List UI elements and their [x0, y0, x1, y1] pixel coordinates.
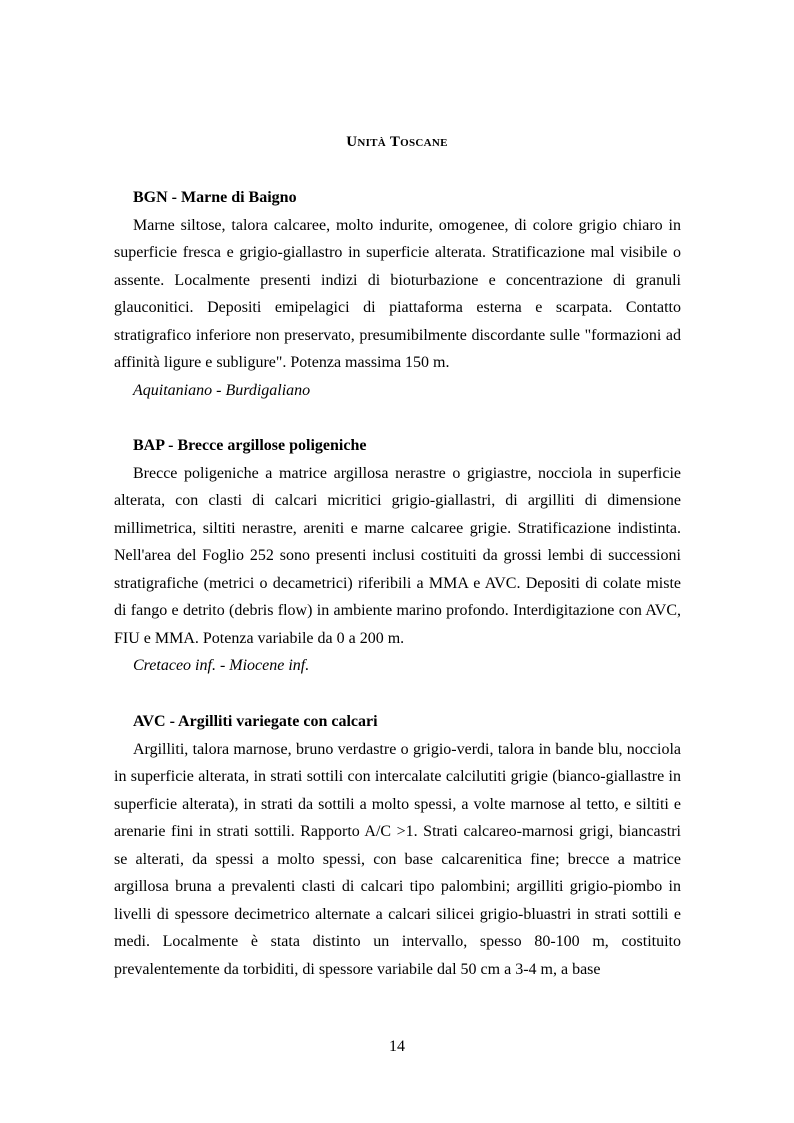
- unit-heading: AVC - Argilliti variegate con calcari: [133, 713, 378, 730]
- page-number: 14: [389, 1038, 405, 1055]
- unit-age: Cretaceo inf. - Miocene inf.: [133, 657, 310, 674]
- unit-avc: [114, 708, 681, 983]
- unit-description: Argilliti, talora marnose, bruno verdastre o grigio-verdi, talora in bande blu, nocciola in superficie alterata, in strati sottili con intercalate calcilutiti grigie (bianco-giallastre in superficie alterata), in strati da sottili a molto spessi, a volte marnose al tetto, e siltiti e arenarie fini in strati sottili. Rapporto A/C >1. Strati calcareo-marnosi grigi, biancastri se alterati, da spessi a molto spessi, con base calcarenitica fine; brecce a matrice argillosa bruna a prevalenti clasti di calcari tipo palombini; argilliti grigio-piombo in livelli di spessore decimetrico alternate a calcari silicei grigio-bluastri in strati sottili e medi. Localmente è stata distinto un intervallo, spesso 80-100 m, costituito prevalentemente da torbiditi, di spessore variabile dal 50 cm a 3-4 m, a base: [114, 740, 681, 978]
- unit-age: Aquitaniano - Burdigaliano: [133, 381, 311, 399]
- unit-bap: [114, 432, 681, 680]
- unit-heading: BAP - Brecce argillose poligeniche: [133, 437, 367, 454]
- unit-description: Brecce poligeniche a matrice argillosa nerastre o grigiastre, nocciola in superficie alterata, con clasti di calcari micritici grigio-giallastri, di argilliti di dimensione millimetrica, siltiti nerastre, areniti e marne calcaree grigie. Stratificazione indistinta. Nell'area del Foglio 252 sono presenti inclusi costituiti da grossi lembi di successioni stratigrafiche (metrici o decametrici) riferibili a MMA e AVC. Depositi di colate miste di fango e detrito (debris flow) in ambiente marino profondo. Interdigitazione con AVC, FIU e MMA. Potenza variabile da 0 a 200 m.: [114, 464, 681, 647]
- unit-bgn: [114, 184, 681, 404]
- unit-description: Marne siltose, talora calcaree, molto indurite, omogenee, di colore grigio chiaro in superficie fresca e grigio-giallastro in superficie alterata. Stratificazione mal visibile o assente. Localmente presenti indizi di bioturbazione e concentrazione di granuli glauconitici. Depositi emipelagici di piattaforma esterna e scarpata. Contatto stratigrafico inferiore non preservato, presumibilmente discordante sulle "formazioni ad affinità ligure e subligure". Potenza massima 150 m.: [114, 216, 681, 371]
- unit-heading: BGN - Marne di Baigno: [133, 189, 297, 206]
- section-title: Unità Toscane: [346, 134, 448, 150]
